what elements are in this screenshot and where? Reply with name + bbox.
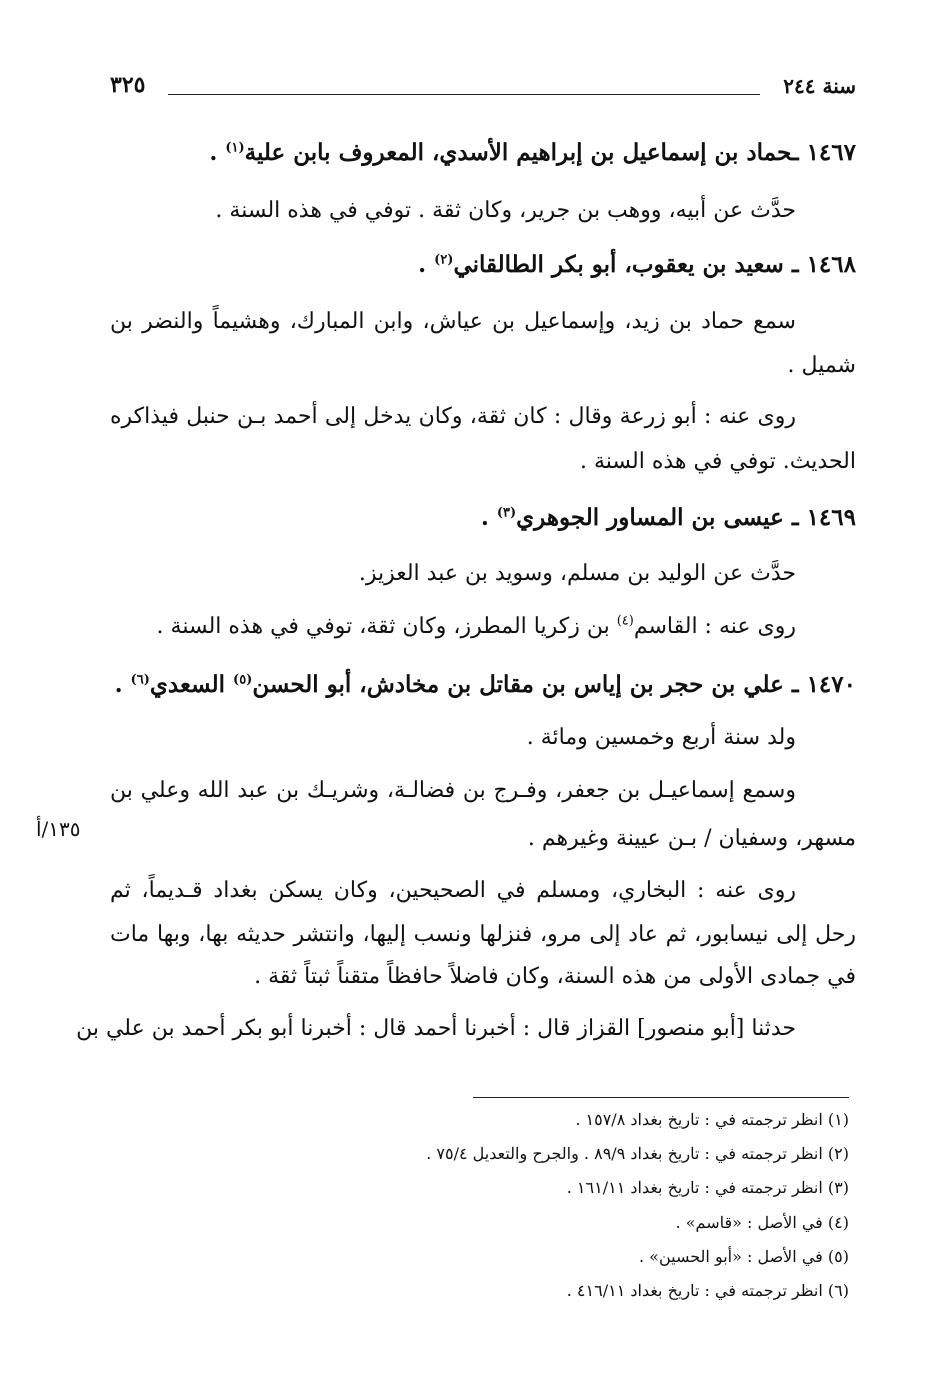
footnote-ref: (٤) bbox=[616, 613, 634, 629]
footnote: (٤) في الأصل : «قاسم» . bbox=[675, 1213, 849, 1232]
entry-text-line: ولد سنة أربع وخمسين ومائة . bbox=[526, 725, 796, 750]
header-section-title: سنة ٢٤٤ bbox=[783, 74, 856, 98]
manuscript-folio-note: ١٣٥/أ bbox=[36, 817, 81, 841]
entry-text-line: سمع حماد بن زيد، وإسماعيل بن عياش، وابن المبارك، وهشيماً والنضر بن bbox=[110, 309, 796, 334]
entry-text-line: في جمادى الأولى من هذه السنة، وكان فاضلاً حافظاً متقناً ثبتاً ثقة . bbox=[254, 964, 856, 989]
footnote-ref: (٣) bbox=[496, 505, 517, 521]
footnote-ref: (٦) bbox=[130, 672, 150, 688]
entry-text-line: حدَّث عن الوليد بن مسلم، وسويد بن عبد العزيز. bbox=[358, 561, 796, 586]
entry-text-line: حدثنا [أبو منصور] القزاز قال : أخبرنا أحمد قال : أخبرنا أبو بكر أحمد بن علي بن bbox=[76, 1016, 796, 1041]
footnote: (٢) انظر ترجمته في : تاريخ بغداد ٨٩/٩ . والجرح والتعديل ٧٥/٤ . bbox=[426, 1144, 849, 1163]
footnote-ref: (١) bbox=[225, 140, 245, 156]
footnote: (٦) انظر ترجمته في : تاريخ بغداد ٤١٦/١١ . bbox=[566, 1281, 849, 1300]
entry-text-line: روى عنه : القاسم$^{(٤)}$ بن زكريا المطرز، وكان ثقة، توفي في هذه السنة . bbox=[156, 613, 796, 639]
footnote: (٣) انظر ترجمته في : تاريخ بغداد ١٦١/١١ . bbox=[566, 1178, 849, 1197]
entry-heading-1469: ١٤٦٩ ـ عيسى بن المساور الجوهري$^{(٣)}$ . bbox=[480, 504, 856, 531]
entry-text-line: شميل . bbox=[787, 353, 856, 378]
entry-text-line: روى عنه : البخاري، ومسلم في الصحيحين، وكان يسكن بغداد قـديماً، ثم bbox=[110, 878, 796, 903]
footnote-rule bbox=[473, 1097, 849, 1098]
entry-heading-1470: ١٤٧٠ ـ علي بن حجر بن إياس بن مقاتل بن مخادش، أبو الحسن$^{(٥)}$ السعدي$^{(٦)}$ . bbox=[114, 671, 856, 698]
entry-text-line: حدَّث عن أبيه، ووهب بن جرير، وكان ثقة . توفي في هذه السنة . bbox=[215, 198, 796, 223]
page-number: ٣٢٥ bbox=[110, 72, 146, 98]
running-header bbox=[110, 70, 856, 114]
entry-text-line: رحل إلى نيسابور، ثم عاد إلى مرو، فنزلها ونسب إليها، وانتشر حديثه بها، وبها مات bbox=[110, 922, 856, 947]
entry-text-line: مسهر، وسفيان / بـن عيينة وغيرهم . bbox=[527, 826, 856, 851]
footnote: (٥) في الأصل : «أبو الحسين» . bbox=[638, 1247, 849, 1266]
footnote-ref: (٢) bbox=[434, 252, 454, 268]
entry-text-line: وسمع إسماعيـل بن جعفر، وفـرج بن فضالـة، وشريـك بن عبد الله وعلي بن bbox=[110, 778, 796, 803]
footnote: (١) انظر ترجمته في : تاريخ بغداد ١٥٧/٨ . bbox=[575, 1110, 849, 1129]
entry-heading-1468: ١٤٦٨ ـ سعيد بن يعقوب، أبو بكر الطالقاني$^{(٢)}$ . bbox=[418, 251, 856, 278]
entry-text-line: الحديث. توفي في هذه السنة . bbox=[580, 449, 856, 474]
entry-text-line: روى عنه : أبو زرعة وقال : كان ثقة، وكان يدخل إلى أحمد بـن حنبل فيذاكره bbox=[110, 404, 796, 429]
footnote-ref: (٥) bbox=[233, 672, 253, 688]
entry-heading-1467: ١٤٦٧ ـحماد بن إسماعيل بن إبراهيم الأسدي، المعروف بابن علية$^{(١)}$ . bbox=[209, 139, 856, 166]
header-rule bbox=[168, 94, 760, 95]
